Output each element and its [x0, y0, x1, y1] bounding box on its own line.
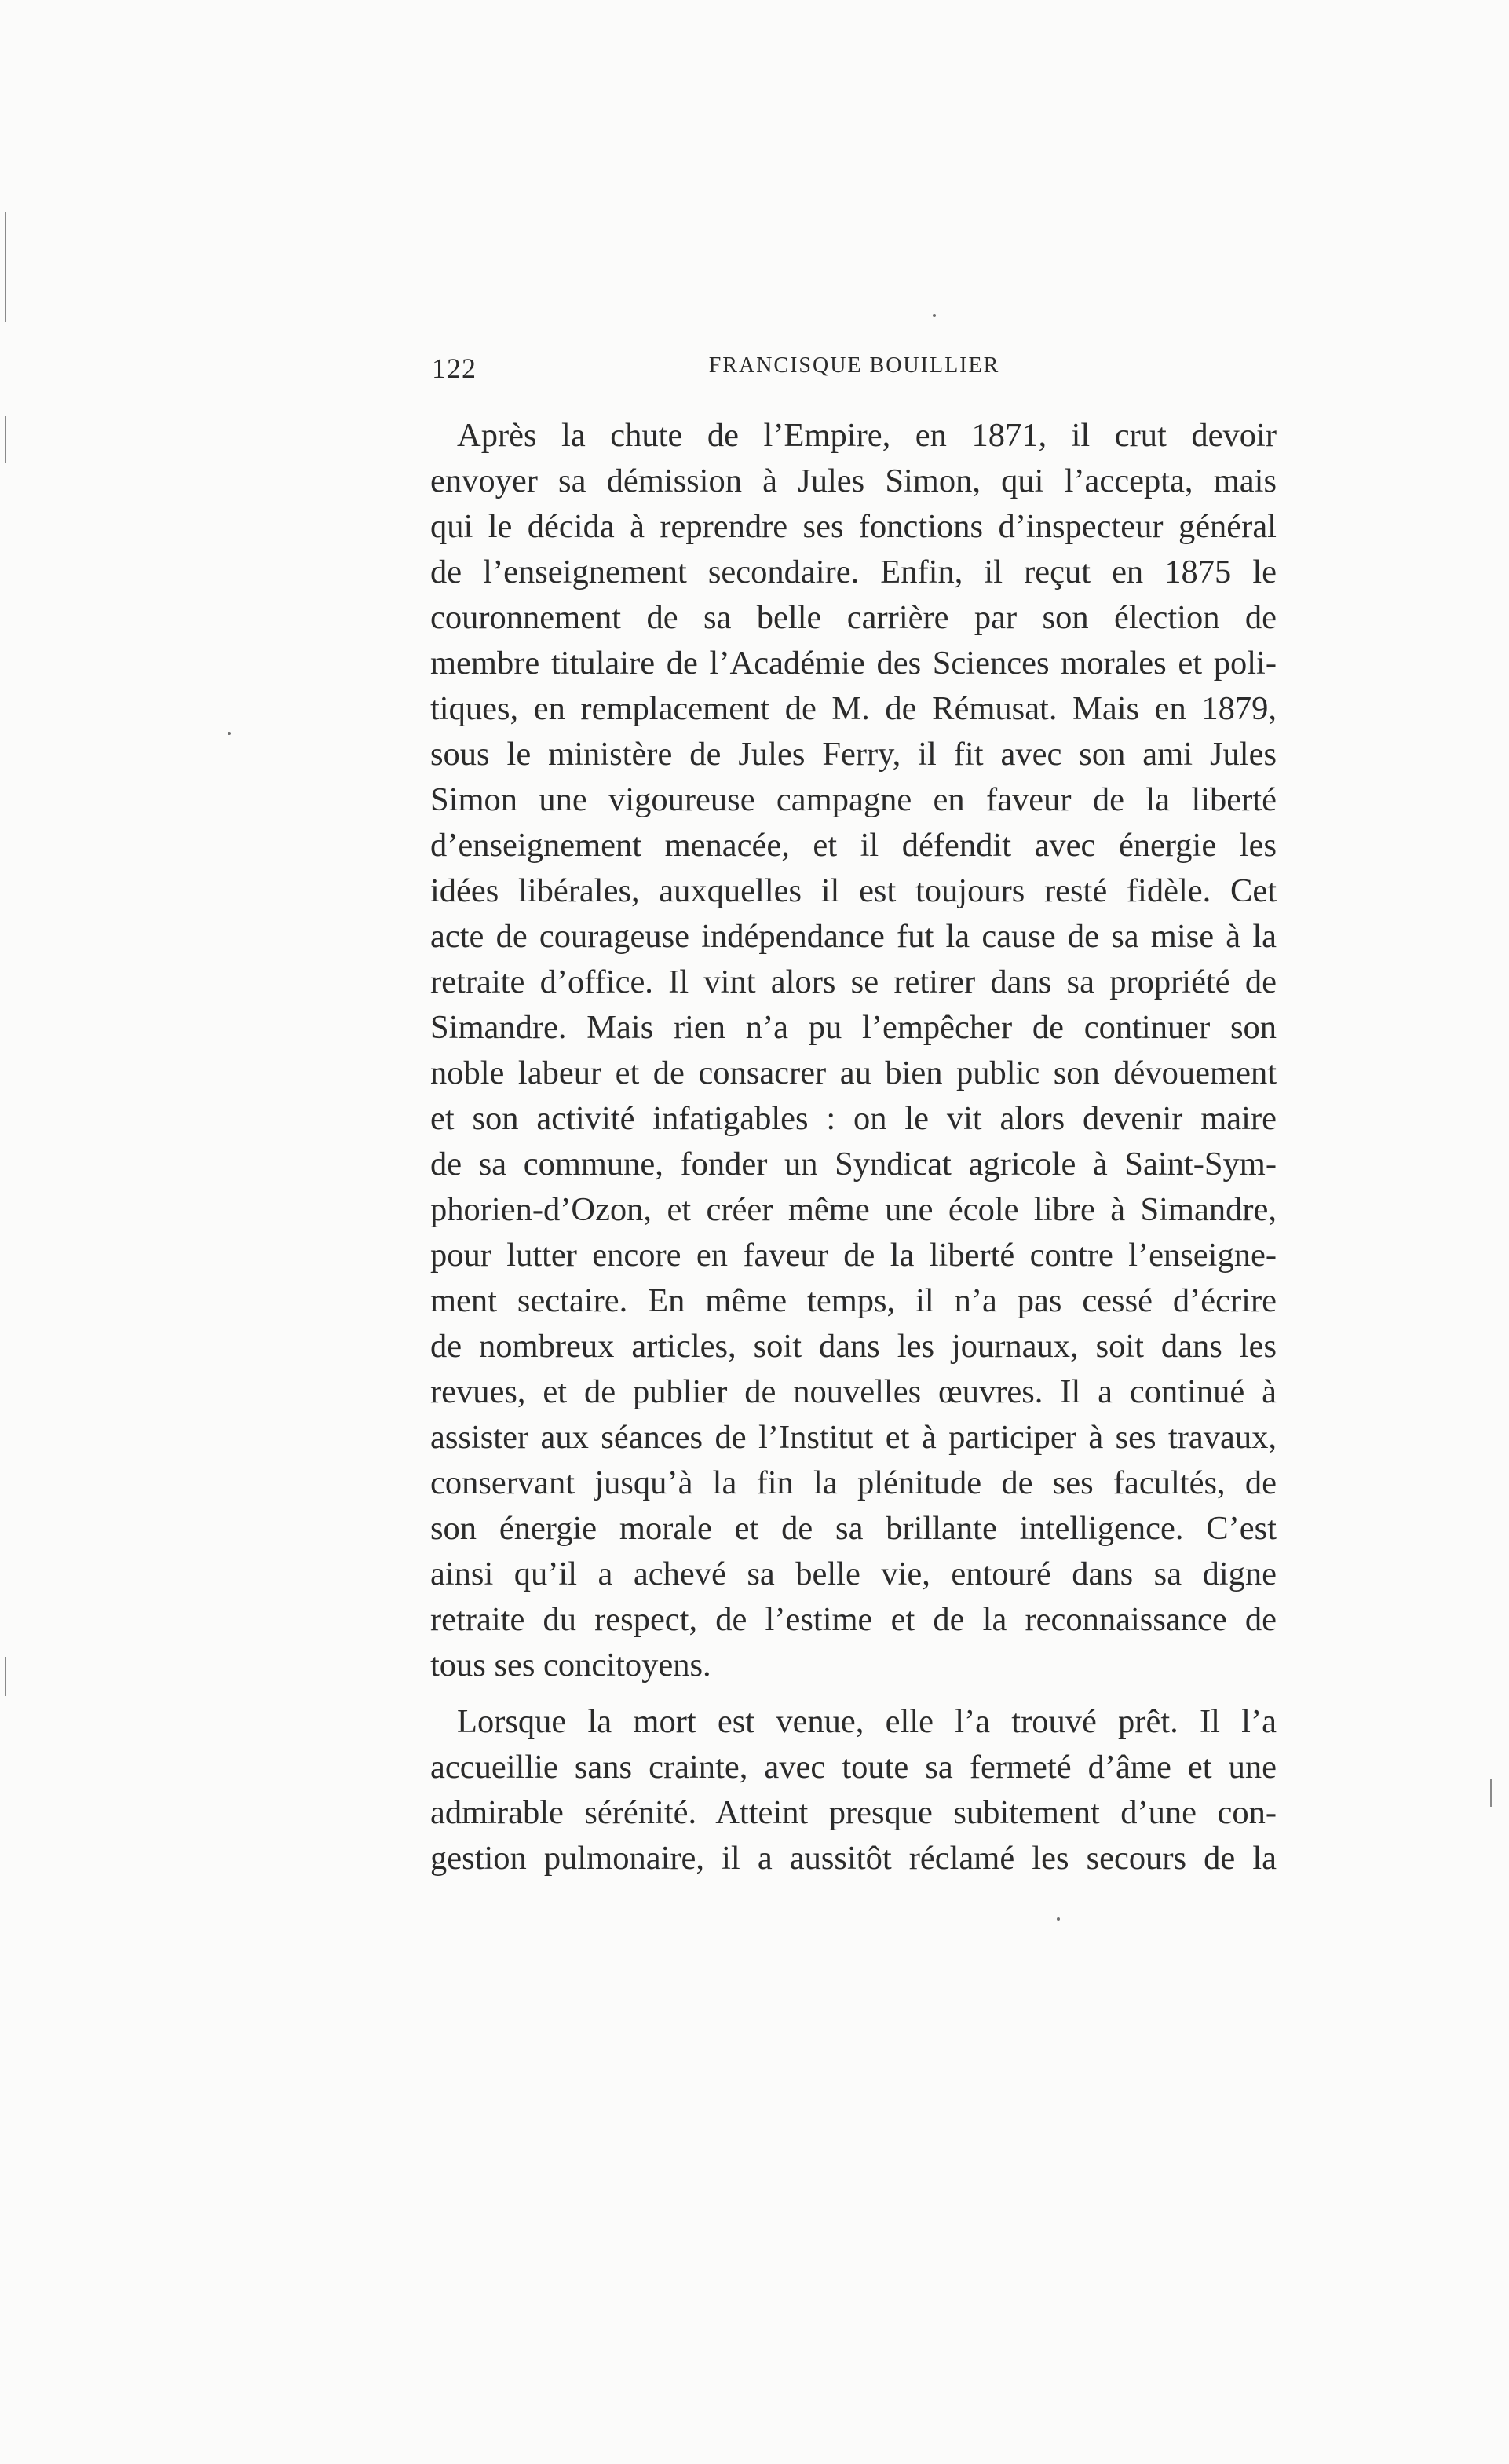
- text-line: accueillie sans crainte, avec toute sa fermeté d’âme et une: [430, 1749, 1277, 1786]
- text-line: qui le décida à reprendre ses fonctions d’inspecteur général: [430, 508, 1277, 545]
- text-line: de nombreux articles, soit dans les journaux, soit dans les: [430, 1328, 1277, 1365]
- text-line: revues, et de publier de nouvelles œuvres. Il a continué à: [430, 1373, 1277, 1410]
- text-line: conservant jusqu’à la fin la plénitude de ses facultés, de: [430, 1464, 1277, 1501]
- text-line: couronnement de sa belle carrière par son élection de: [430, 599, 1277, 636]
- text-line: pour lutter encore en faveur de la liberté contre l’enseigne-: [430, 1237, 1277, 1274]
- scan-dot-left: [228, 732, 231, 735]
- page-header: [432, 352, 1277, 399]
- text-line: retraite d’office. Il vint alors se retirer dans sa propriété de: [430, 963, 1277, 1000]
- text-line: Lorsque la mort est venue, elle l’a trouvé prêt. Il l’a: [457, 1703, 1277, 1740]
- running-title: FRANCISQUE BOUILLIER: [708, 353, 1000, 378]
- text-line: assister aux séances de l’Institut et à participer à ses travaux,: [430, 1419, 1277, 1456]
- text-line: gestion pulmonaire, il a aussitôt réclamé les secours de la: [430, 1840, 1277, 1877]
- text-line: Simandre. Mais rien n’a pu l’empêcher de continuer son: [430, 1009, 1277, 1046]
- text-line: Après la chute de l’Empire, en 1871, il crut devoir: [457, 417, 1277, 454]
- paragraph-1: [430, 413, 1277, 1688]
- paragraph-gap: [430, 1688, 1277, 1699]
- scan-edge-line-mid: [5, 416, 6, 463]
- scan-dot-bottom: [1057, 1917, 1060, 1921]
- text-line: ainsi qu’il a achevé sa belle vie, entouré dans sa digne: [430, 1556, 1277, 1592]
- text-line: membre titulaire de l’Académie des Sciences morales et poli-: [430, 645, 1277, 682]
- text-line: tiques, en remplacement de M. de Rémusat. Mais en 1879,: [430, 690, 1277, 727]
- text-line: son énergie morale et de sa brillante intelligence. C’est: [430, 1510, 1277, 1547]
- scan-dot-top: [933, 314, 936, 317]
- text-line: idées libérales, auxquelles il est toujours resté fidèle. Cet: [430, 872, 1277, 909]
- scan-edge-line-right: [1490, 1779, 1492, 1807]
- text-line: admirable sérénité. Atteint presque subitement d’une con-: [430, 1794, 1277, 1831]
- text-line: noble labeur et de consacrer au bien public son dévouement: [430, 1055, 1277, 1091]
- text-line: phorien-d’Ozon, et créer même une école libre à Simandre,: [430, 1191, 1277, 1228]
- text-line: acte de courageuse indépendance fut la cause de sa mise à la: [430, 918, 1277, 955]
- scan-edge-line-top: [5, 212, 6, 322]
- text-line: Simon une vigoureuse campagne en faveur de la liberté: [430, 781, 1277, 818]
- text-line: tous ses concitoyens.: [430, 1647, 711, 1683]
- page-number: 122: [432, 353, 477, 384]
- text-line: de sa commune, fonder un Syndicat agricole à Saint-Sym-: [430, 1146, 1277, 1183]
- text-line: sous le ministère de Jules Ferry, il fit avec son ami Jules: [430, 736, 1277, 773]
- text-line: d’enseignement menacée, et il défendit avec énergie les: [430, 827, 1277, 864]
- text-line: retraite du respect, de l’estime et de la reconnaissance de: [430, 1601, 1277, 1638]
- paragraph-2: [430, 1699, 1277, 1881]
- text-line: et son activité infatigables : on le vit alors devenir maire: [430, 1100, 1277, 1137]
- text-line: envoyer sa démission à Jules Simon, qui l’accepta, mais: [430, 462, 1277, 499]
- body-text: [430, 413, 1277, 1881]
- text-line: de l’enseignement secondaire. Enfin, il reçut en 1875 le: [430, 554, 1277, 590]
- scan-edge-line-low: [5, 1657, 6, 1696]
- text-line: ment sectaire. En même temps, il n’a pas cessé d’écrire: [430, 1282, 1277, 1319]
